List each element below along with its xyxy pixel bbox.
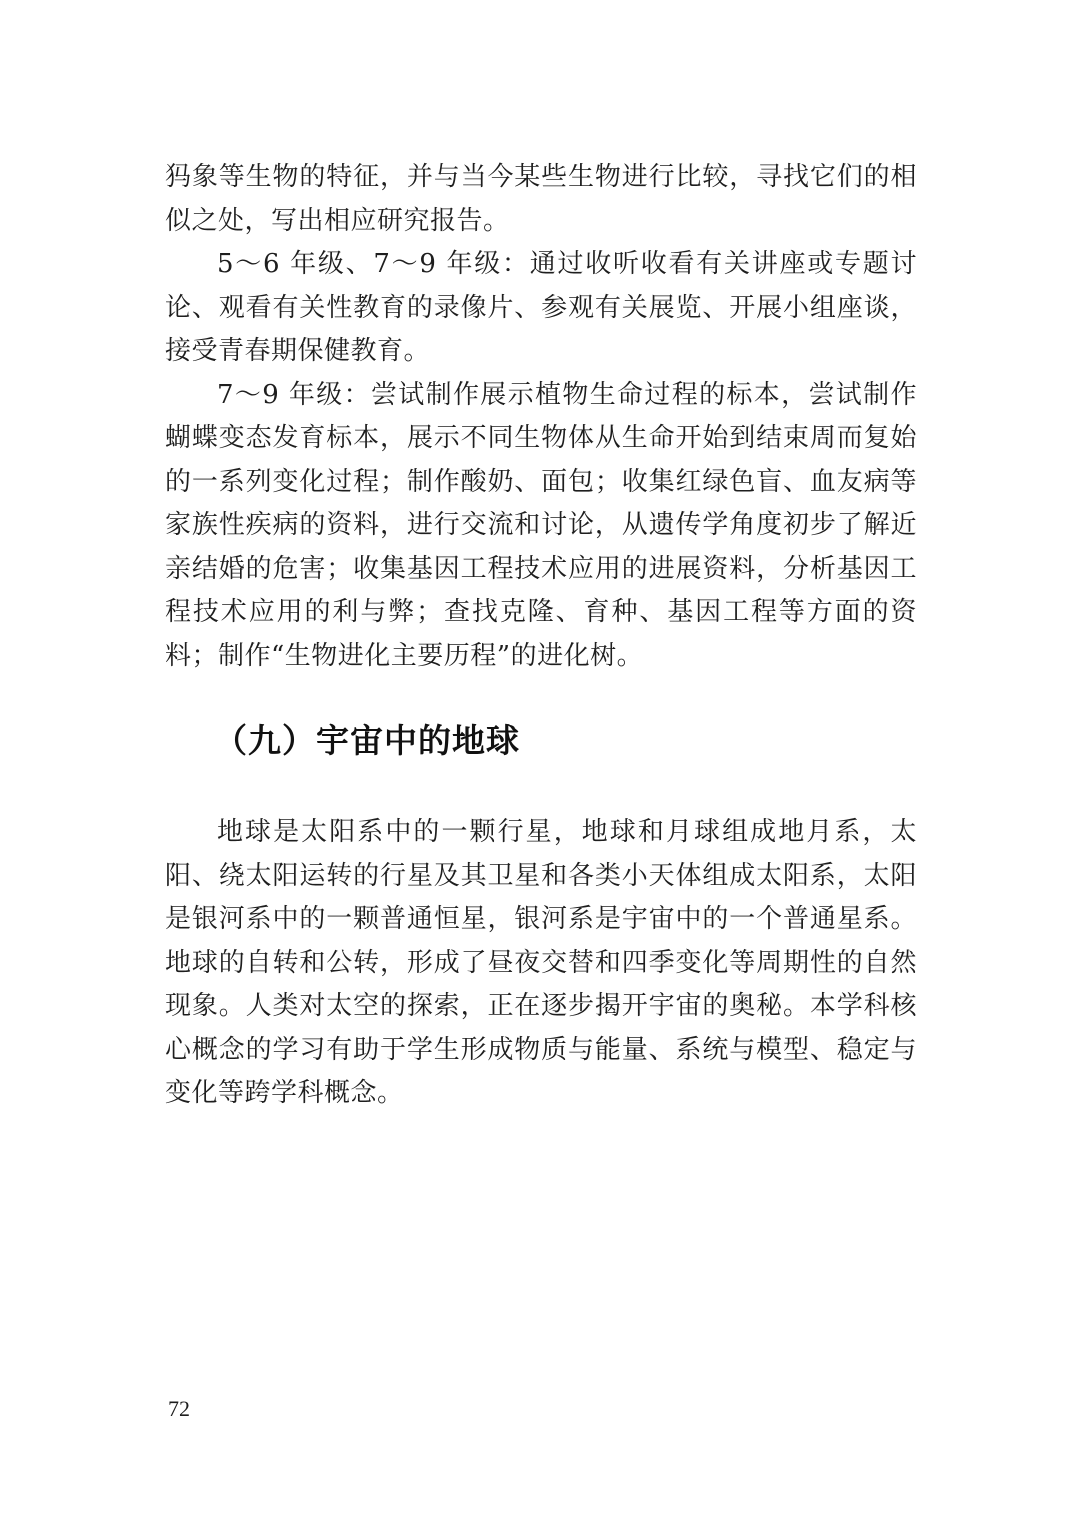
body-text-earth [165,811,917,1116]
paragraph-continued: 犸象等生物的特征，并与当今某些生物进行比较，寻找它们的相似之处，写出相应研究报告。 [165,162,917,236]
page-number: 72 [168,1396,190,1421]
body-text-top [165,156,917,678]
section-heading: （九）宇宙中的地球 [214,721,520,760]
paragraph-grade-5-9: 5～6 年级、7～9 年级：通过收听收看有关讲座或专题讨论、观看有关性教育的录像片、参观有关展览、开展小组座谈，接受青春期保健教育。 [165,249,917,366]
paragraph-earth-in-universe: 地球是太阳系中的一颗行星，地球和月球组成地月系，太阳、绕太阳运转的行星及其卫星和各类小天体组成太阳系，太阳是银河系中的一颗普通恒星，银河系是宇宙中的一个普通星系。地球的自转和公转，形成了昼夜交替和四季变化等周期性的自然现象。人类对太空的探索，正在逐步揭开宇宙的奥秘。本学科核心概念的学习有助于学生形成物质与能量、系统与模型、稳定与变化等跨学科概念。 [165,817,917,1108]
paragraph-grade-7-9: 7～9 年级：尝试制作展示植物生命过程的标本，尝试制作蝴蝶变态发育标本，展示不同生物体从生命开始到结束周而复始的一系列变化过程；制作酸奶、面包；收集红绿色盲、血友病等家族性疾病的资料，进行交流和讨论，从遗传学角度初步了解近亲结婚的危害；收集基因工程技术应用的进展资料，分析基因工程技术应用的利与弊；查找克隆、育种、基因工程等方面的资料；制作“生物进化主要历程”的进化树。 [165,379,917,671]
